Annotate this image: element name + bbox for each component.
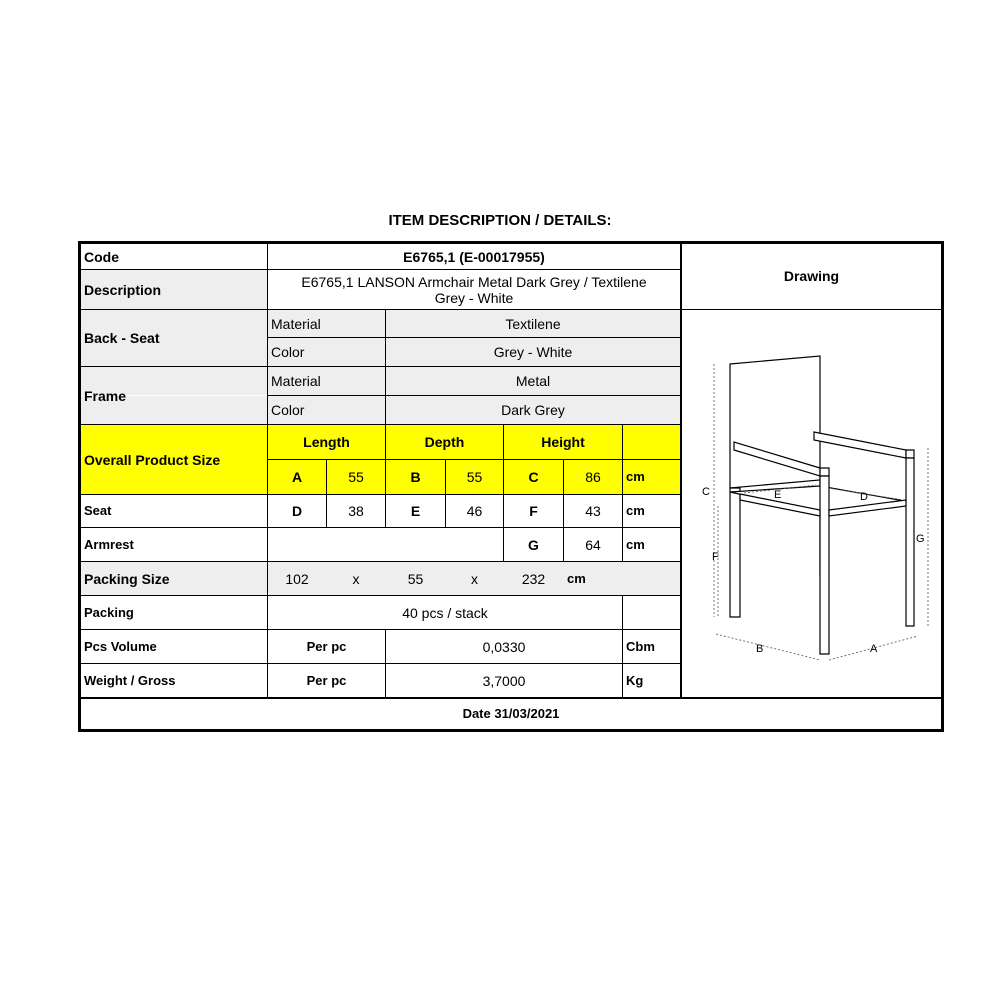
- drawing-header: Drawing: [783, 268, 840, 284]
- frame-color-label: Color: [271, 402, 305, 418]
- drawing-header-line: [681, 309, 942, 310]
- dim-b-label: B: [410, 469, 421, 485]
- packing-size-height: 232: [521, 570, 546, 587]
- armrest-label: Armrest: [84, 536, 134, 552]
- chair-front-leg-right: [906, 458, 914, 626]
- packing-label: Packing: [84, 604, 134, 620]
- drawing-label-e: E: [774, 489, 782, 501]
- back-seat-color-label: Color: [271, 344, 305, 360]
- pcs-volume-per: Per pc: [306, 638, 347, 654]
- armchair-drawing: [684, 320, 940, 680]
- weight-label: Weight / Gross: [84, 672, 176, 688]
- chair-front-leg-left: [820, 476, 829, 654]
- back-seat-label: Back - Seat: [84, 330, 160, 346]
- description-label: Description: [84, 281, 162, 298]
- drawing-label-g: G: [916, 533, 925, 545]
- packing-size-label: Packing Size: [84, 570, 170, 587]
- drawing-label-f: F: [712, 551, 719, 563]
- border-bottom: [78, 729, 944, 732]
- seat-unit: cm: [626, 503, 645, 518]
- pcs-volume-unit: Cbm: [626, 638, 655, 654]
- frame-material-value: Metal: [515, 373, 551, 389]
- back-seat-color-value: Grey - White: [493, 344, 573, 360]
- back-seat-material-label: Material: [271, 315, 321, 332]
- code-value: E6765,1 (E-00017955): [403, 248, 545, 265]
- frame-color-value: Dark Grey: [501, 402, 565, 418]
- seat-label: Seat: [84, 503, 112, 518]
- dim-e-value: 46: [466, 503, 483, 519]
- depth-header: Depth: [424, 434, 465, 450]
- packing-size-unit: cm: [567, 570, 586, 586]
- weight-per: Per pc: [306, 672, 347, 688]
- dim-e-label: E: [410, 503, 421, 519]
- code-label: Code: [84, 248, 119, 265]
- dim-f-value: 43: [585, 503, 601, 519]
- overall-unit: cm: [626, 469, 645, 484]
- back-seat-material-value: Textilene: [505, 315, 561, 332]
- packing-size-x2: x: [471, 570, 478, 587]
- chair-armrest-right: [814, 432, 906, 458]
- packing-size-x1: x: [352, 570, 360, 587]
- dim-a-label: A: [291, 469, 303, 485]
- pcs-volume-value: 0,0330: [482, 638, 526, 655]
- document-title: ITEM DESCRIPTION / DETAILS:: [388, 212, 612, 229]
- armrest-unit: cm: [626, 536, 645, 552]
- dim-g-value: 64: [585, 536, 601, 553]
- drawing-label-c: C: [702, 486, 710, 498]
- date-footer: Date 31/03/2021: [462, 706, 560, 721]
- dim-d-label: D: [291, 503, 303, 519]
- dim-a-value: 55: [348, 469, 364, 485]
- description-line2: Grey - White: [434, 289, 514, 306]
- chair-back-leg-left: [730, 488, 740, 617]
- packing-size-length: 102: [285, 570, 309, 587]
- border-right: [941, 241, 944, 732]
- packing-size-width: 55: [407, 570, 424, 587]
- frame-label: Frame: [84, 387, 127, 404]
- pcs-volume-label: Pcs Volume: [84, 638, 157, 654]
- dim-c-label: C: [528, 469, 539, 485]
- overall-size-label: Overall Product Size: [84, 451, 221, 468]
- packing-value: 40 pcs / stack: [402, 604, 488, 621]
- dim-b-value: 55: [466, 469, 483, 485]
- frame-material-label: Material: [271, 373, 321, 389]
- drawing-label-a: A: [870, 643, 878, 655]
- description-value: [268, 270, 680, 309]
- dim-f-label: F: [529, 503, 538, 519]
- height-header: Height: [541, 434, 585, 450]
- drawing-label-b: B: [756, 643, 764, 655]
- drawing-label-d: D: [860, 491, 868, 503]
- dim-d-value: 38: [348, 503, 364, 519]
- weight-value: 3,7000: [482, 672, 526, 689]
- description-line1: E6765,1 LANSON Armchair Metal Dark Grey / Textilene: [301, 273, 647, 290]
- dim-c-value: 86: [585, 469, 601, 485]
- length-header: Length: [303, 434, 350, 450]
- dim-g-label: G: [528, 536, 539, 553]
- weight-unit: Kg: [626, 672, 644, 688]
